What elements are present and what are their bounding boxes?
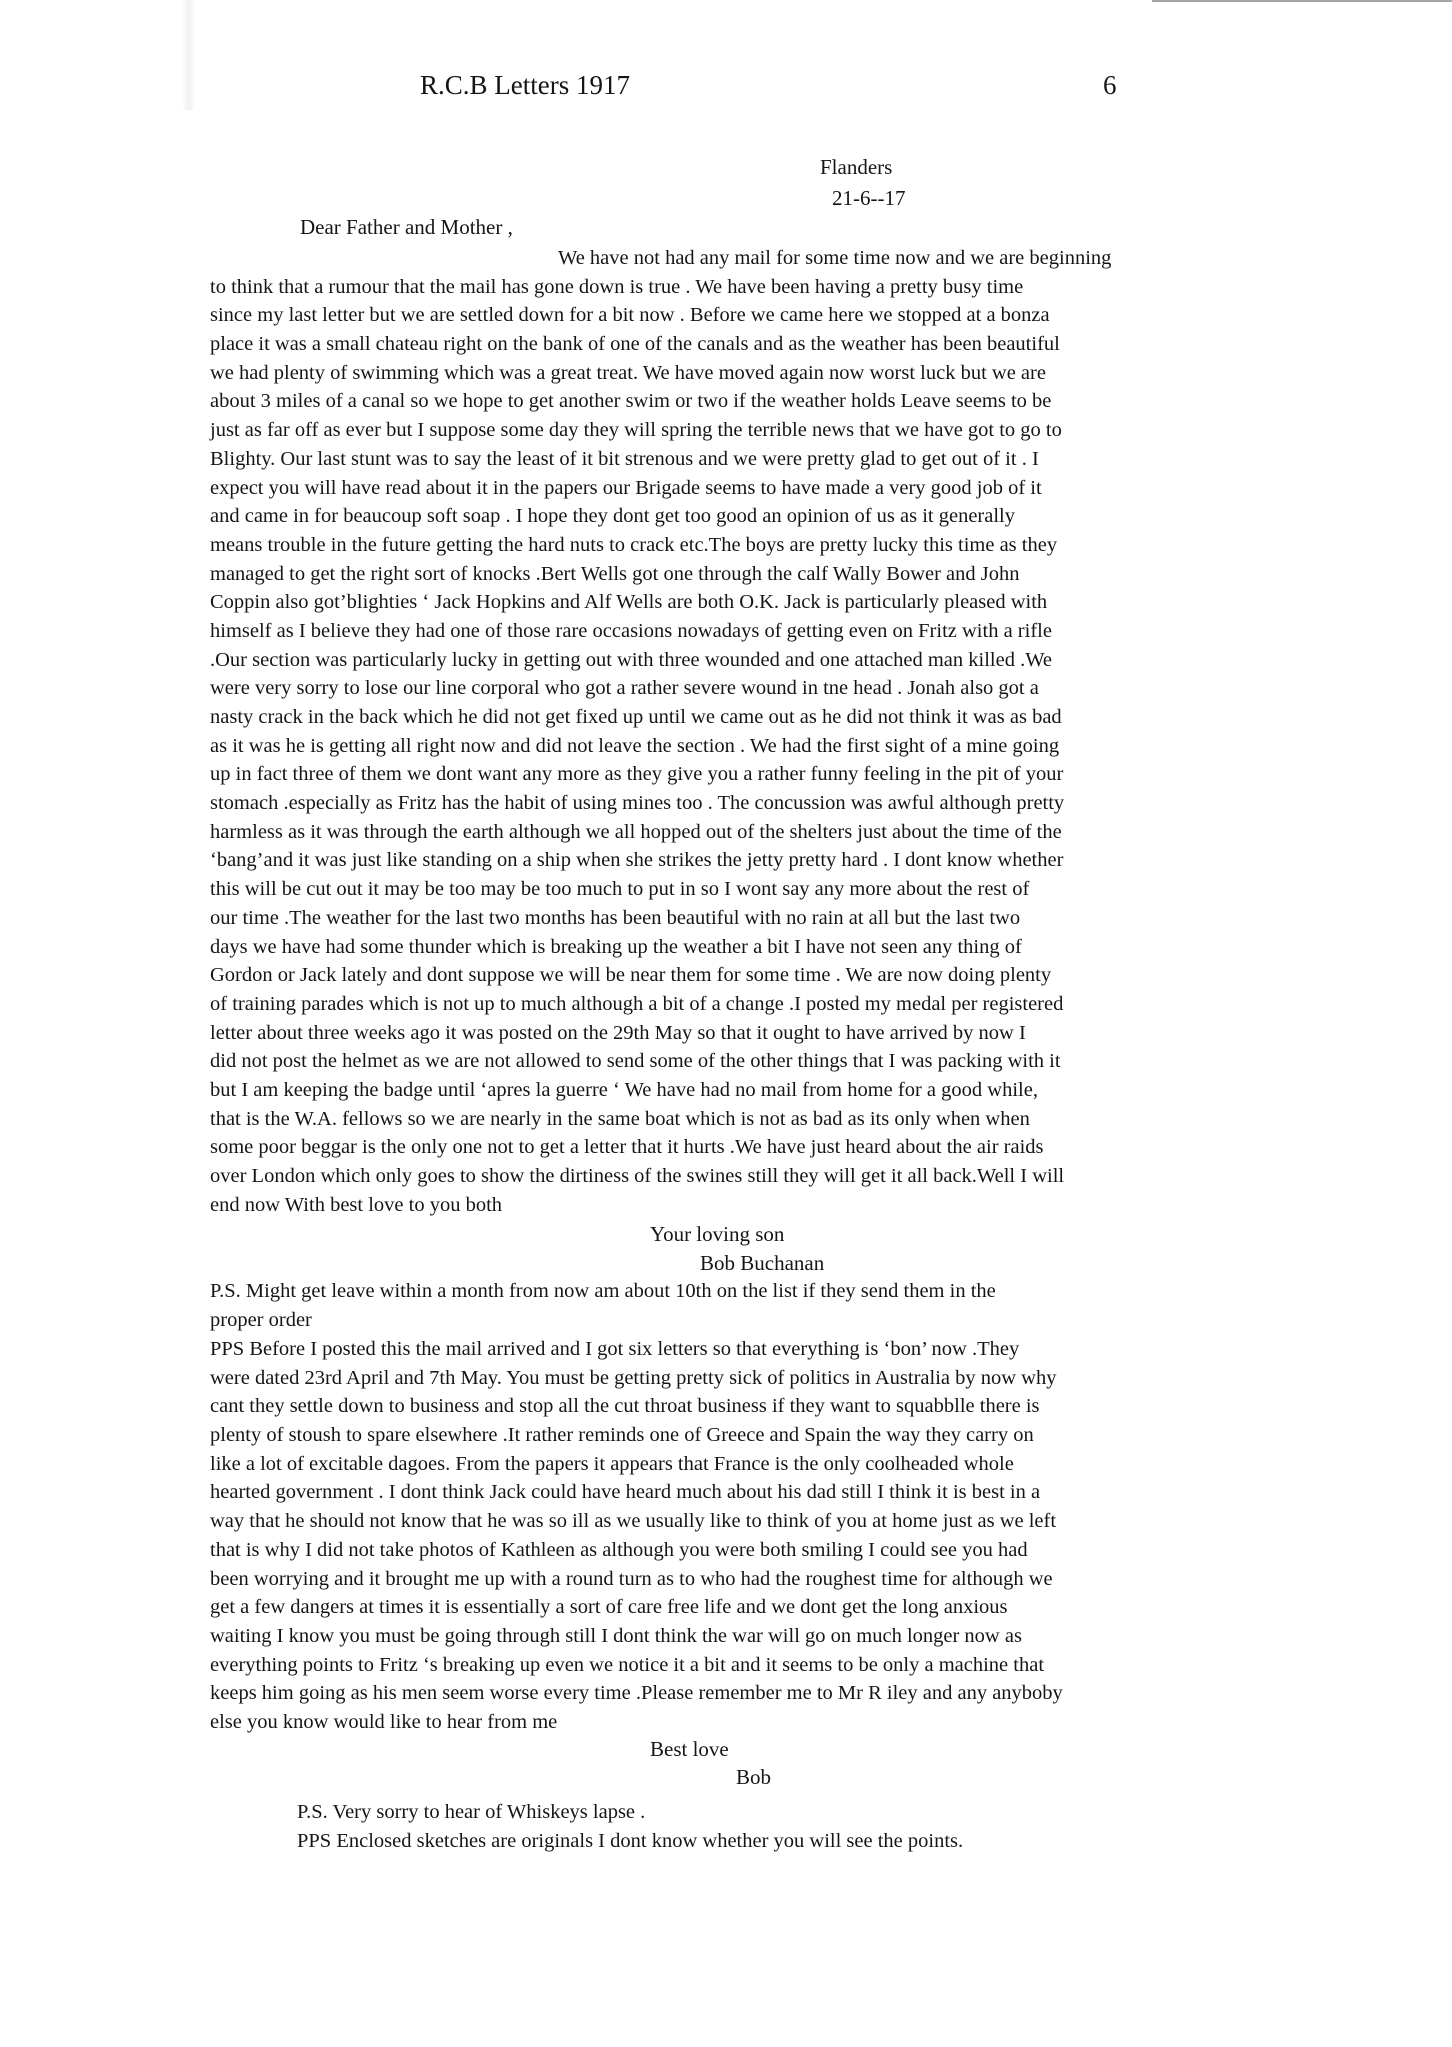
text-line: harmless as it was through the earth although we all hopped out of the shelters just about the time of the [210, 820, 1062, 843]
text-line: PPS Before I posted this the mail arrived and I got six letters so that everything is ‘bon’ now .They [210, 1338, 1020, 1360]
text-line: our time .The weather for the last two months has been beautiful with no rain at all but the last two [210, 906, 1021, 929]
letter-signature: Bob Buchanan [700, 1251, 825, 1275]
letter-closing-2: Best love [650, 1737, 729, 1761]
text-line: but I am keeping the badge until ‘apres la guerre ‘ We have had no mail from home for a good while, [210, 1078, 1038, 1101]
letter-closing: Your loving son [650, 1222, 785, 1246]
text-line: PPS Enclosed sketches are originals I dont know whether you will see the points. [297, 1829, 964, 1852]
text-line: else you know would like to hear from me [210, 1710, 558, 1733]
letter-pps [210, 1335, 1220, 1737]
text-line: of training parades which is not up to much although a bit of a change .I posted my medal per registered [210, 992, 1064, 1015]
text-line: plenty of stoush to spare elsewhere .It rather reminds one of Greece and Spain the way they carry on [210, 1424, 1034, 1447]
letter-place: Flanders [820, 155, 893, 179]
text-line: P.S. Might get leave within a month from now am about 10th on the list if they send them in the [210, 1280, 996, 1302]
text-line: .Our section was particularly lucky in getting out with three wounded and one attached man killed .We [210, 648, 1053, 671]
text-line: proper order [210, 1308, 312, 1331]
letter-date: 21-6--17 [832, 186, 906, 210]
page-number: 6 [1103, 70, 1117, 100]
text-line: hearted government . I dont think Jack could have heard much about his dad still I think it is best in a [210, 1481, 1041, 1504]
text-line: himself as I believe they had one of those rare occasions nowadays of getting even on Fritz with a rifle [210, 619, 1052, 642]
text-line: days we have had some thunder which is breaking up the weather a bit I have not seen any thing of [210, 935, 1022, 958]
letter-ps [210, 1277, 1220, 1334]
text-line: expect you will have read about it in the papers our Brigade seems to have made a very good job of it [210, 476, 1042, 499]
text-line: this will be cut out it may be too may be too much to put in so I wont say any more about the rest of [210, 878, 1030, 901]
text-line: that is why I did not take photos of Kathleen as although you were both smiling I could see you had [210, 1538, 1028, 1561]
letter-salutation: Dear Father and Mother , [300, 215, 513, 239]
text-line: keeps him going as his men seem worse every time .Please remember me to Mr R iley and any anyboby [210, 1682, 1063, 1705]
text-line: we had plenty of swimming which was a great treat. We have moved again now worst luck but we are [210, 361, 1046, 384]
text-line: and came in for beaucoup soft soap . I hope they dont get too good an opinion of us as it generally [210, 505, 1015, 528]
text-line: place it was a small chateau right on the bank of one of the canals and as the weather has been beautiful [210, 333, 1060, 356]
text-line: means trouble in the future getting the hard nuts to crack etc.The boys are pretty lucky this time as they [210, 533, 1058, 556]
text-line: everything points to Fritz ‘s breaking up even we notice it a bit and it seems to be only a machine that [210, 1653, 1045, 1676]
text-line: some poor beggar is the only one not to get a letter that it hurts .We have just heard about the air raids [210, 1136, 1044, 1159]
text-line: stomach .especially as Fritz has the habit of using mines too . The concussion was awful although pretty [210, 792, 1065, 815]
text-line: up in fact three of them we dont want any more as they give you a rather funny feeling in the pit of your [210, 763, 1064, 786]
text-line: like a lot of excitable dagoes. From the papers it appears that France is the only coolheaded whole [210, 1452, 1014, 1475]
page-header-title: R.C.B Letters 1917 [420, 70, 630, 100]
text-line: Blighty. Our last stunt was to say the least of it bit strenous and we were pretty glad to get out of it . I [210, 447, 1039, 470]
letter-postscripts [297, 1798, 1197, 1855]
scan-shadow [182, 0, 196, 110]
text-line: did not post the helmet as we are not allowed to send some of the other things that I was packing with it [210, 1050, 1061, 1073]
text-line: way that he should not know that he was so ill as we usually like to think of you at home just as we left [210, 1510, 1057, 1533]
text-line: ‘bang’and it was just like standing on a ship when she strikes the jetty pretty hard . I dont know whether [210, 849, 1064, 872]
text-line: over London which only goes to show the dirtiness of the swines still they will get it all back.Well I will [210, 1165, 1065, 1187]
text-line: letter about three weeks ago it was posted on the 29th May so that it ought to have arrived by now I [210, 1021, 1026, 1044]
text-line: were very sorry to lose our line corporal who got a rather severe wound in tne head . Jonah also got a [210, 677, 1039, 700]
text-line: were dated 23rd April and 7th May. You must be getting pretty sick of politics in Australia by now why [210, 1366, 1057, 1389]
text-line: managed to get the right sort of knocks .Bert Wells got one through the calf Wally Bower and John [210, 562, 1020, 585]
text-line: Coppin also got’blighties ‘ Jack Hopkins and Alf Wells are both O.K. Jack is particularly pleased with [210, 591, 1048, 614]
text-line: end now With best love to you both [210, 1193, 503, 1216]
text-line: to think that a rumour that the mail has gone down is true . We have been having a pretty busy time [210, 275, 1024, 298]
text-line: get a few dangers at times it is essentially a sort of care free life and we dont get the long anxious [210, 1596, 1008, 1619]
scan-edge-line [1152, 0, 1452, 2]
text-line: been worrying and it brought me up with a round turn as to who had the roughest time for although we [210, 1567, 1053, 1590]
letter-body [210, 244, 1220, 1219]
text-line: cant they settle down to business and stop all the cut throat business if they want to squabblle there is [210, 1395, 1040, 1418]
text-line: We have not had any mail for some time now and we are beginning [558, 247, 1112, 269]
text-line: P.S. Very sorry to hear of Whiskeys lapse . [297, 1801, 646, 1823]
text-line: that is the W.A. fellows so we are nearly in the same boat which is not as bad as its only when when [210, 1107, 1030, 1130]
text-line: since my last letter but we are settled down for a bit now . Before we came here we stopped at a bonza [210, 304, 1050, 327]
text-line: waiting I know you must be going through still I dont think the war will go on much longer now as [210, 1624, 1022, 1647]
text-line: as it was he is getting all right now and did not leave the section . We had the first sight of a mine going [210, 734, 1060, 757]
text-line: just as far off as ever but I suppose some day they will spring the terrible news that we have got to go to [210, 419, 1062, 442]
text-line: Gordon or Jack lately and dont suppose we will be near them for some time . We are now doing plenty [210, 964, 1052, 987]
letter-signature-2: Bob [736, 1765, 772, 1789]
text-line: nasty crack in the back which he did not get fixed up until we came out as he did not think it was as bad [210, 706, 1062, 728]
text-line: about 3 miles of a canal so we hope to get another swim or two if the weather holds Leave seems to be [210, 390, 1052, 413]
